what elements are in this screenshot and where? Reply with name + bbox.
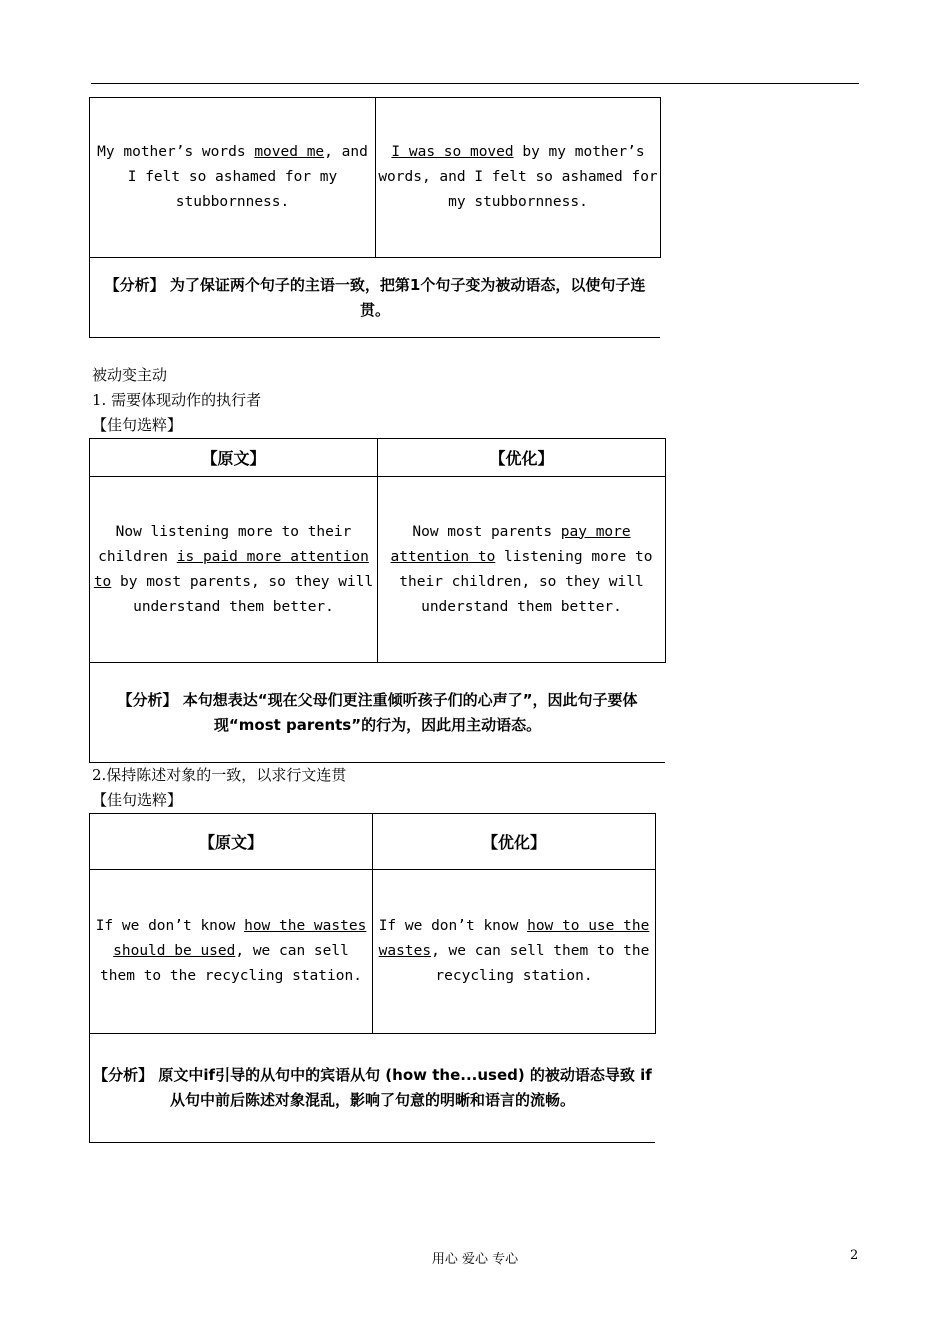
page-footer: 用心 爱心 专心 [431,1252,519,1267]
table1-original-cell [90,98,376,258]
table2-analysis: 【分析】 本句想表达“现在父母们更注重倾听孩子们的心声了”，因此句子要体现“most parents”的行为，因此用主动语态。 [89,662,665,763]
table3-original-text: If we don’t know how the wastes should be used, we can sell them to the recycling station. [95,918,367,984]
table3-original-cell [90,870,373,1034]
example-table-2 [89,438,666,663]
table1-improved-cell [376,98,661,258]
table3-header-improved: 【优化】 [373,814,656,870]
example-table-1 [89,97,661,258]
point-2-heading: 2.保持陈述对象的一致，以求行文连贯 [92,766,347,784]
table3-analysis: 【分析】 原文中if引导的从句中的宾语从句 (how the...used) 的被动语态导致 if 从句中前后陈述对象混乱，影响了句意的明晰和语言的流畅。 [89,1033,655,1143]
table1-original-text: My mother’s words moved me, and I felt so ashamed for my stubbornness. [97,144,368,210]
table2-improved-cell [378,477,666,663]
table3-improved-cell [373,870,656,1034]
header-rule [91,83,859,84]
example-table-3 [89,813,656,1034]
table2-improved-text: Now most parents pay more attention to listening more to their children, so they will understand them better. [390,523,653,615]
table2-original-text: Now listening more to their children is paid more attention to by most parents, so they will understand them better. [93,523,374,615]
page-number: 2 [850,1248,859,1263]
table1-analysis: 【分析】 为了保证两个句子的主语一致，把第1个句子变为被动语态，以使句子连贯。 [89,257,660,338]
table2-header-improved: 【优化】 [378,439,666,477]
table1-improved-text: I was so moved by my mother’s words, and I felt so ashamed for my stubbornness. [378,144,658,210]
examples-label-2: 【佳句选粹】 [92,791,183,809]
section-title: 被动变主动 [92,366,168,384]
table2-header-original: 【原文】 [90,439,378,477]
examples-label-1: 【佳句选粹】 [92,416,183,434]
table2-original-cell [90,477,378,663]
point-1-heading: 1. 需要体现动作的执行者 [92,391,262,409]
table3-header-original: 【原文】 [90,814,373,870]
table3-improved-text: If we don’t know how to use the wastes, we can sell them to the recycling station. [378,918,650,984]
